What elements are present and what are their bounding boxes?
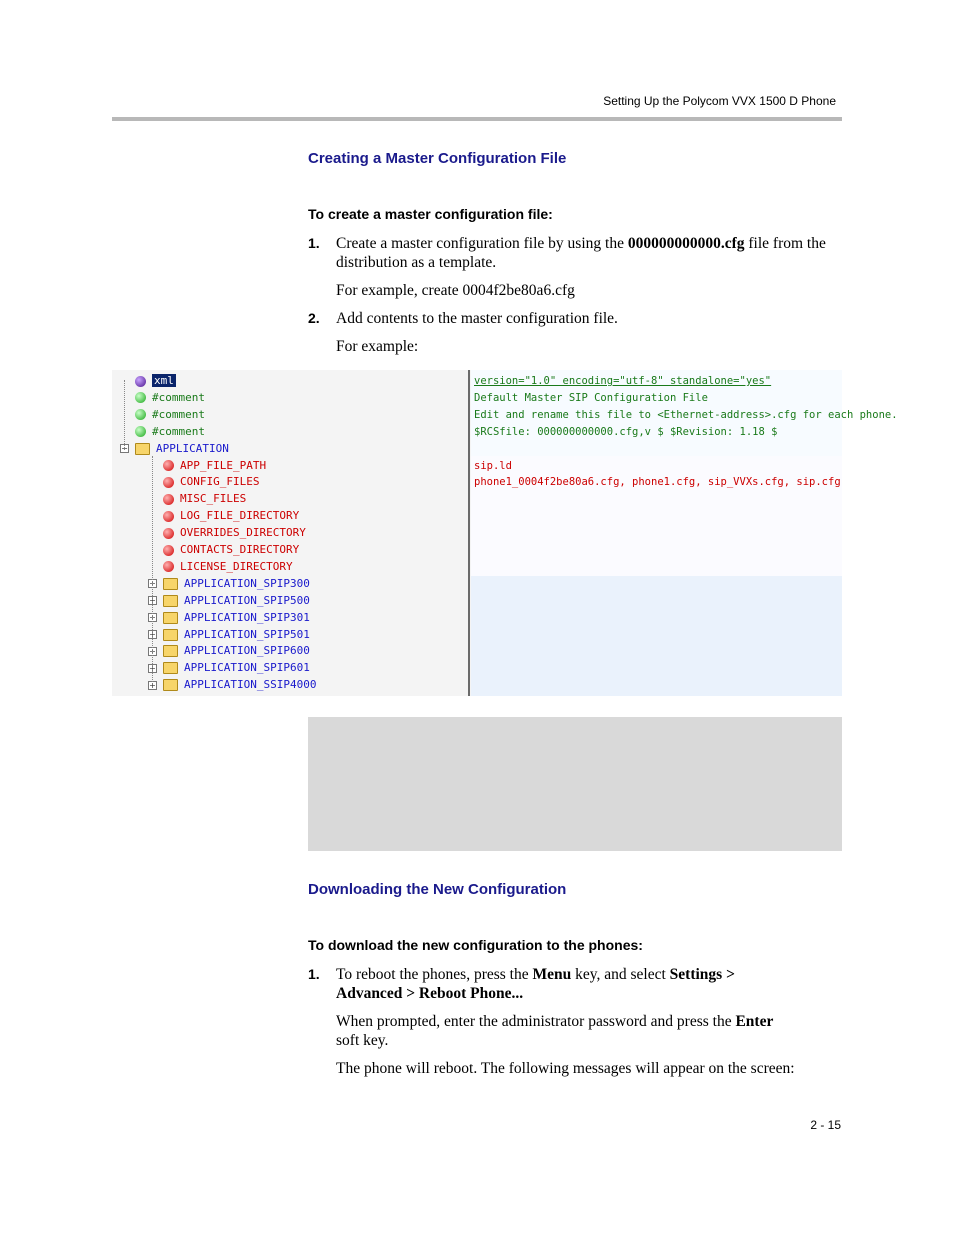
xml-value-row[interactable]: Default Master SIP Configuration File	[474, 391, 708, 404]
tree-node-label[interactable]: APPLICATION_SPIP500	[184, 593, 310, 607]
xml-value-row[interactable]: sip.ld	[474, 459, 512, 472]
tree-node[interactable]	[120, 424, 205, 440]
tree-node[interactable]	[148, 474, 259, 490]
step-text: Create a master configuration file by using the 000000000000.cfg file from the distribution as a template.	[336, 235, 826, 271]
step-number: 1.	[308, 235, 320, 251]
tree-node-label[interactable]: MISC_FILES	[180, 492, 247, 506]
tree-node-label[interactable]: APPLICATION_SPIP601	[184, 661, 310, 675]
tree-node-label[interactable]: #comment	[152, 407, 205, 421]
tree-node-label[interactable]: APPLICATION_SPIP501	[184, 627, 310, 641]
section-title-master-config: Creating a Master Configuration File	[308, 150, 567, 167]
tree-node-label[interactable]: APPLICATION_SPIP301	[184, 610, 310, 624]
expand-icon[interactable]: +	[149, 663, 156, 673]
tree-node-label[interactable]: CONTACTS_DIRECTORY	[180, 543, 300, 556]
xml-editor-screenshot	[112, 370, 898, 696]
expand-icon[interactable]: +	[149, 646, 156, 656]
expand-icon[interactable]: +	[149, 579, 156, 589]
step-text: To reboot the phones, press the Menu key, and select Settings > Advanced > Reboot Phone...	[336, 966, 735, 1002]
tree-node-label[interactable]: LOG_FILE_DIRECTORY	[180, 509, 300, 523]
tree-node[interactable]	[148, 559, 293, 575]
tree-node[interactable]	[148, 610, 310, 626]
xml-values-pane	[471, 370, 898, 696]
folder-icon	[163, 662, 178, 674]
red-ball-icon	[163, 511, 174, 522]
tree-node[interactable]	[120, 373, 176, 389]
running-header: Setting Up the Polycom VVX 1500 D Phone	[603, 94, 836, 108]
tree-node-label[interactable]: APPLICATION	[156, 441, 229, 455]
red-ball-icon	[163, 460, 174, 471]
tree-node-label[interactable]: APP_FILE_PATH	[180, 458, 267, 472]
xml-value-row[interactable]: version="1.0" encoding="utf-8" standalone="yes"	[474, 375, 772, 387]
green-ball-icon	[135, 409, 146, 420]
tree-node[interactable]	[148, 677, 316, 693]
tree-node-label[interactable]: xml	[154, 374, 174, 387]
tree-node[interactable]	[148, 508, 299, 524]
tree-node[interactable]	[148, 542, 299, 558]
tree-guide-line	[124, 380, 125, 450]
purple-ball-icon	[135, 376, 146, 387]
expand-icon[interactable]: +	[149, 596, 156, 606]
page-number: 2 - 15	[810, 1118, 841, 1132]
tree-node[interactable]	[148, 576, 310, 592]
step-number: 1.	[308, 966, 320, 982]
tree-node-label[interactable]: LICENSE_DIRECTORY	[180, 559, 293, 573]
red-ball-icon	[163, 545, 174, 556]
pane-divider[interactable]	[468, 370, 470, 696]
red-ball-icon	[163, 561, 174, 572]
step-number: 2.	[308, 310, 320, 326]
tree-node[interactable]	[120, 407, 205, 423]
tree-node-label[interactable]: #comment	[152, 390, 205, 404]
tree-node[interactable]	[148, 458, 266, 474]
tree-node-label[interactable]: APPLICATION_SPIP300	[184, 576, 310, 590]
procedure-title-create: To create a master configuration file:	[308, 206, 553, 222]
tree-node-label[interactable]: OVERRIDES_DIRECTORY	[180, 526, 306, 540]
header-rule	[112, 117, 842, 121]
folder-icon	[163, 645, 178, 657]
example-text: For example, create 0004f2be80a6.cfg	[336, 282, 575, 299]
tree-node-label[interactable]: APPLICATION_SPIP600	[184, 644, 310, 658]
tree-node-label[interactable]: #comment	[152, 424, 205, 438]
reboot-text: The phone will reboot. The following messages will appear on the screen:	[336, 1060, 795, 1077]
folder-icon	[163, 595, 178, 607]
tree-node[interactable]	[120, 441, 229, 457]
xml-value-row[interactable]: Edit and rename this file to <Ethernet-address>.cfg for each phone.	[474, 408, 898, 421]
tree-node[interactable]	[148, 643, 310, 659]
tree-node[interactable]	[148, 627, 310, 643]
tree-node-label[interactable]: APPLICATION_SSIP4000	[184, 678, 317, 692]
tree-node[interactable]	[148, 525, 306, 541]
prompt-text: When prompted, enter the administrator password and press the Enter soft key.	[336, 1013, 774, 1049]
expand-icon[interactable]: +	[149, 680, 156, 690]
red-ball-icon	[163, 477, 174, 488]
xml-value-row[interactable]: $RCSfile: 000000000000.cfg,v $ $Revision: 1.18 $	[474, 425, 778, 438]
tree-node[interactable]	[148, 593, 310, 609]
xml-value-row[interactable]: phone1_0004f2be80a6.cfg, phone1.cfg, sip_VVXs.cfg, sip.cfg	[474, 476, 841, 489]
section-title-downloading: Downloading the New Configuration	[308, 881, 567, 898]
red-ball-icon	[163, 528, 174, 539]
green-ball-icon	[135, 426, 146, 437]
folder-icon	[135, 443, 150, 455]
procedure-title-download: To download the new configuration to the phones:	[308, 937, 643, 953]
collapse-icon[interactable]: −	[121, 444, 128, 454]
red-ball-icon	[163, 494, 174, 505]
tree-guide-line	[152, 456, 153, 682]
folder-icon	[163, 679, 178, 691]
tree-node-label[interactable]: CONFIG_FILES	[180, 475, 260, 489]
example-text: For example:	[336, 338, 419, 355]
folder-icon	[163, 629, 178, 641]
tree-node[interactable]	[148, 660, 310, 676]
xml-tree	[112, 370, 468, 696]
step-text: Add contents to the master configuration file.	[336, 310, 618, 327]
expand-icon[interactable]: +	[149, 630, 156, 639]
green-ball-icon	[135, 392, 146, 403]
folder-icon	[163, 612, 178, 624]
tree-node[interactable]	[148, 491, 246, 507]
tree-node[interactable]	[120, 390, 205, 406]
folder-icon	[163, 578, 178, 590]
expand-icon[interactable]: +	[149, 613, 156, 623]
phone-screen-placeholder	[308, 717, 842, 851]
